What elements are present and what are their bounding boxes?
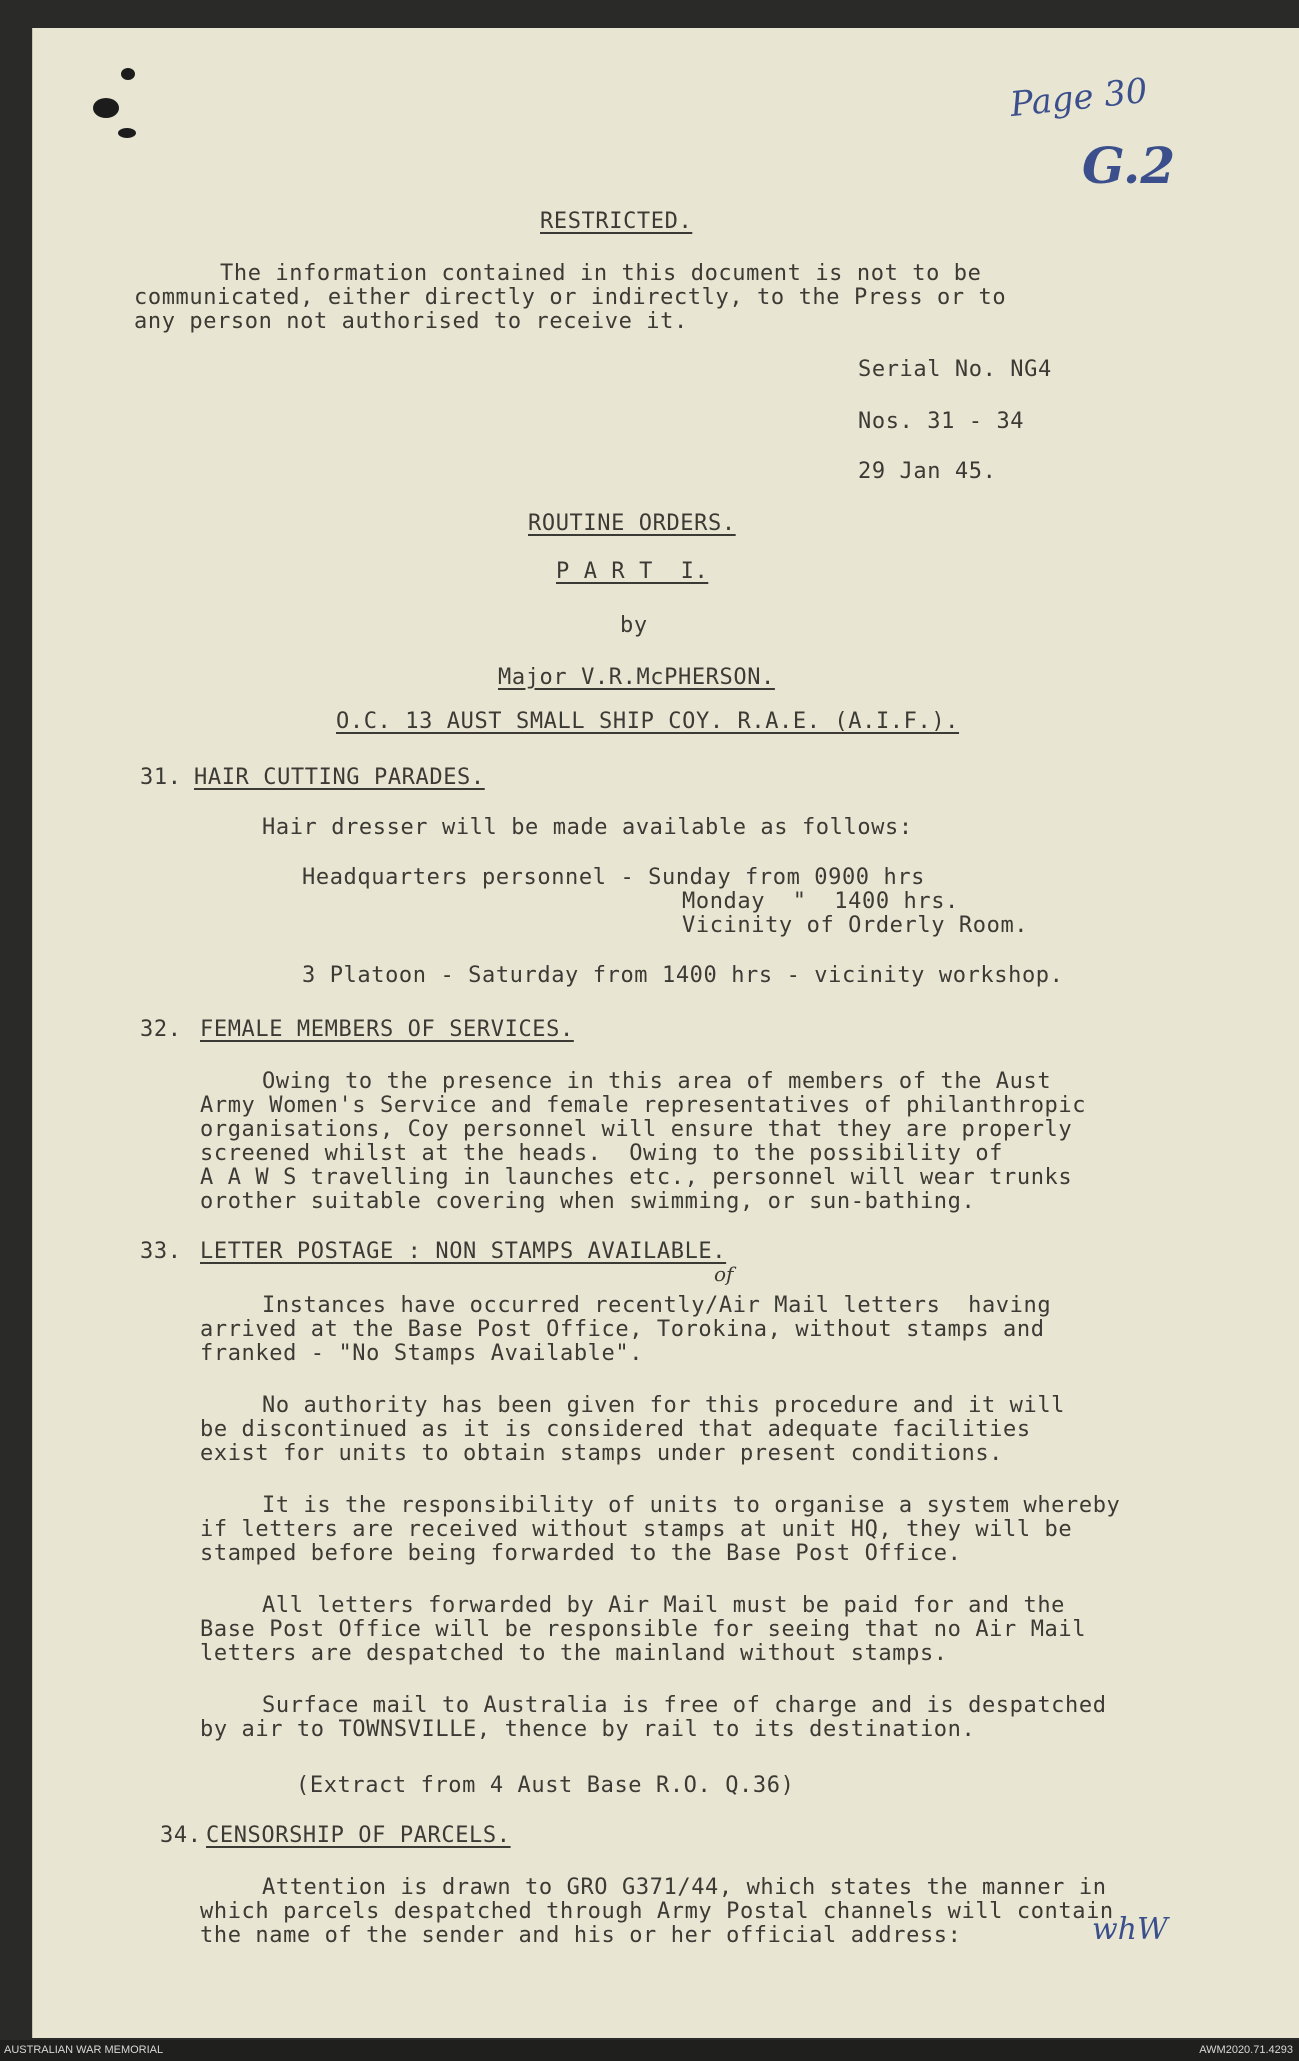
order-text: It is the responsibility of units to organise a system whereby: [262, 1493, 1121, 1518]
title-part: P A R T I.: [556, 559, 709, 584]
order-heading: CENSORSHIP OF PARCELS.: [206, 1823, 511, 1848]
order-text: organisations, Coy personnel will ensure that they are properly: [200, 1117, 1073, 1142]
order-text: by air to TOWNSVILLE, thence by rail to its destination.: [200, 1717, 976, 1742]
order-text: Hair dresser will be made available as follows:: [262, 815, 913, 840]
document-date: 29 Jan 45.: [858, 459, 997, 484]
order-text: Owing to the presence in this area of members of the Aust: [262, 1069, 1052, 1094]
order-text: Surface mail to Australia is free of charge and is despatched: [262, 1693, 1107, 1718]
order-text: be discontinued as it is considered that adequate facilities: [200, 1417, 1031, 1442]
order-text: Headquarters personnel - Sunday from 0900 hrs: [302, 865, 926, 890]
title-by: by: [620, 613, 648, 638]
order-text: Army Women's Service and female representatives of philanthropic: [200, 1093, 1087, 1118]
handwritten-insert: of: [714, 1262, 734, 1286]
order-heading: FEMALE MEMBERS OF SERVICES.: [200, 1017, 574, 1042]
order-text: orother suitable covering when swimming, or sun-bathing.: [200, 1189, 976, 1214]
title-unit: O.C. 13 AUST SMALL SHIP COY. R.A.E. (A.I.F.).: [336, 709, 960, 734]
order-text: No authority has been given for this procedure and it will: [262, 1393, 1066, 1418]
order-heading: HAIR CUTTING PARADES.: [194, 765, 485, 790]
title-officer: Major V.R.McPHERSON.: [498, 665, 775, 690]
order-heading: LETTER POSTAGE : NON STAMPS AVAILABLE.: [200, 1239, 727, 1264]
order-text: exist for units to obtain stamps under present conditions.: [200, 1441, 1004, 1466]
serial-number: Serial No. NG4: [858, 357, 1052, 382]
order-text: Monday " 1400 hrs.: [682, 889, 959, 914]
handwritten-code: G.2: [1082, 136, 1176, 195]
order-text: if letters are received without stamps at unit HQ, they will be: [200, 1517, 1073, 1542]
footer-bar: [0, 2040, 1299, 2061]
order-text: Instances have occurred recently/Air Mail letters having: [262, 1293, 1052, 1318]
order-text: screened whilst at the heads. Owing to the possibility of: [200, 1141, 1004, 1166]
order-text: Attention is drawn to GRO G371/44, which states the manner in: [262, 1875, 1107, 1900]
title-routine-orders: ROUTINE ORDERS.: [528, 511, 736, 536]
order-text: which parcels despatched through Army Postal channels will contain: [200, 1899, 1114, 1924]
order-number: 31.: [140, 765, 182, 790]
order-extract: (Extract from 4 Aust Base R.O. Q.36): [296, 1773, 795, 1798]
order-number: 33.: [140, 1239, 182, 1264]
order-text: the name of the sender and his or her official address:: [200, 1923, 962, 1948]
order-text: All letters forwarded by Air Mail must be paid for and the: [262, 1593, 1066, 1618]
order-number: 32.: [140, 1017, 182, 1042]
order-text: A A W S travelling in launches etc., personnel will wear trunks: [200, 1165, 1073, 1190]
order-text: stamped before being forwarded to the Base Post Office.: [200, 1541, 962, 1566]
ink-blot: [121, 68, 135, 80]
handwritten-page-number: Page 30: [1008, 70, 1150, 126]
footer-reference: AWM2020.71.4293: [1199, 2044, 1293, 2056]
order-numbers: Nos. 31 - 34: [858, 409, 1025, 434]
order-text: Base Post Office will be responsible for seeing that no Air Mail: [200, 1617, 1087, 1642]
order-text: 3 Platoon - Saturday from 1400 hrs - vicinity workshop.: [302, 963, 1064, 988]
notice-line: communicated, either directly or indirectly, to the Press or to: [134, 285, 1007, 310]
handwritten-initials: whW: [1092, 1912, 1168, 1947]
notice-line: any person not authorised to receive it.: [134, 309, 688, 334]
order-number: 34.: [160, 1823, 202, 1848]
order-text: arrived at the Base Post Office, Torokina, without stamps and: [200, 1317, 1045, 1342]
ink-blot: [93, 98, 119, 118]
order-text: franked - "No Stamps Available".: [200, 1341, 644, 1366]
classification: RESTRICTED.: [540, 209, 693, 234]
order-text: Vicinity of Orderly Room.: [682, 913, 1029, 938]
order-text: letters are despatched to the mainland without stamps.: [200, 1641, 948, 1666]
footer-source: AUSTRALIAN WAR MEMORIAL: [4, 2044, 164, 2056]
notice-line: The information contained in this document is not to be: [220, 261, 982, 286]
ink-blot: [118, 128, 136, 138]
